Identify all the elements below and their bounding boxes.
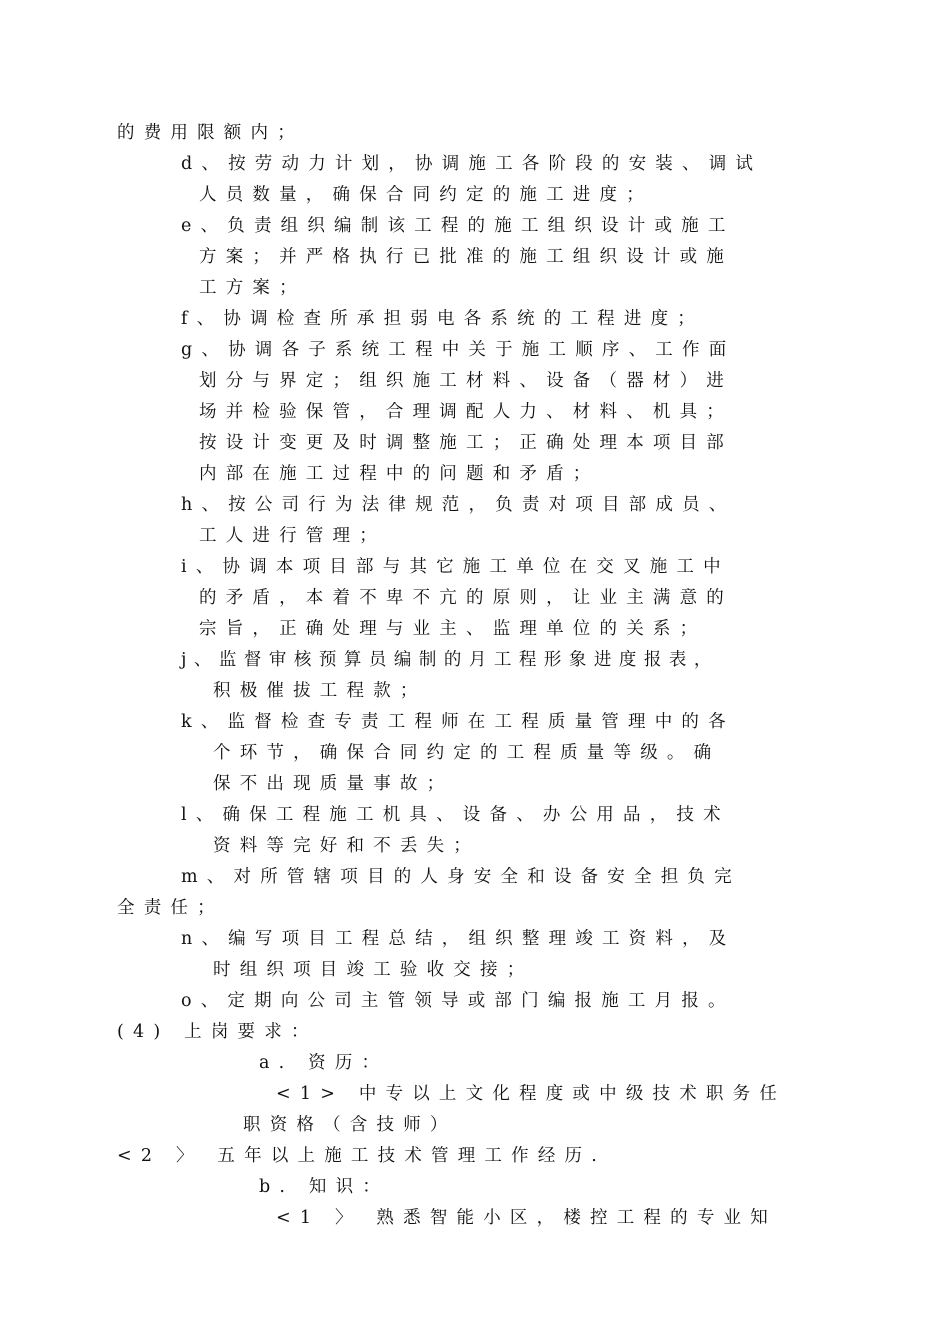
text-line-1: 的费用限额内； [117, 123, 304, 143]
text-line-10: 场并检验保管，合理调配人力、材料、机具； [199, 402, 733, 422]
text-line-14: 工人进行管理； [199, 526, 386, 546]
text-line-27: n、编写项目工程总结，组织整理竣工资料，及 [181, 929, 736, 949]
section-heading-requirements: (4) 上岗要求： [117, 1022, 318, 1042]
text-line-21: 个环节，确保合同约定的工程质量等级。确 [213, 743, 721, 763]
text-line-29: o、定期向公司主管领导或部门编报施工月报。 [181, 991, 735, 1011]
text-line-4: e、负责组织编制该工程的施工组织设计或施工 [181, 216, 735, 236]
text-line-17: 宗旨，正确处理与业主、监理单位的关系； [199, 619, 707, 639]
text-line-32: <1> 中专以上文化程度或中级技术职务任 [276, 1084, 787, 1104]
subheading-knowledge: b. 知识： [259, 1177, 390, 1197]
text-line-15: i、协调本项目部与其它施工单位在交叉施工中 [181, 557, 730, 577]
text-line-9: 划分与界定；组织施工材料、设备（器材）进 [199, 371, 733, 391]
text-line-26: 全责任； [117, 898, 224, 918]
text-line-34: <2 〉 五年以上施工技术管理工作经历. [117, 1146, 606, 1166]
text-line-23: l、确保工程施工机具、设备、办公用品，技术 [181, 805, 730, 825]
text-line-24: 资料等完好和不丢失； [213, 836, 480, 856]
text-line-11: 按设计变更及时调整施工；正确处理本项目部 [199, 433, 733, 453]
text-line-19: 积极催拔工程款； [213, 681, 427, 701]
text-line-2: d、按劳动力计划，协调施工各阶段的安装、调试 [181, 154, 763, 174]
text-line-33: 职资格（含技师） [243, 1115, 457, 1135]
text-line-7: f、协调检查所承担弱电各系统的工程进度； [181, 309, 704, 329]
text-line-28: 时组织项目竣工验收交接； [213, 960, 534, 980]
text-line-12: 内部在施工过程中的问题和矛盾； [199, 464, 600, 484]
text-line-22: 保不出现质量事故； [213, 774, 454, 794]
text-line-6: 工方案； [199, 278, 306, 298]
text-line-3: 人员数量，确保合同约定的施工进度； [199, 185, 653, 205]
text-line-8: g、协调各子系统工程中关于施工顺序、工作面 [181, 340, 736, 360]
text-line-16: 的矛盾，本着不卑不亢的原则，让业主满意的 [199, 588, 733, 608]
text-line-18: j、监督审核预算员编制的月工程形象进度报表， [181, 650, 719, 670]
text-line-13: h、按公司行为法律规范，负责对项目部成员、 [181, 495, 736, 515]
text-line-20: k、监督检查专责工程师在工程质量管理中的各 [181, 712, 735, 732]
subheading-qualifications: a. 资历： [259, 1053, 389, 1073]
text-line-25: m、对所管辖项目的人身安全和设备安全担负完 [181, 867, 741, 887]
text-line-36: <1 〉 熟悉智能小区，楼控工程的专业知 [276, 1208, 777, 1228]
text-line-5: 方案；并严格执行已批准的施工组织设计或施 [199, 247, 733, 267]
